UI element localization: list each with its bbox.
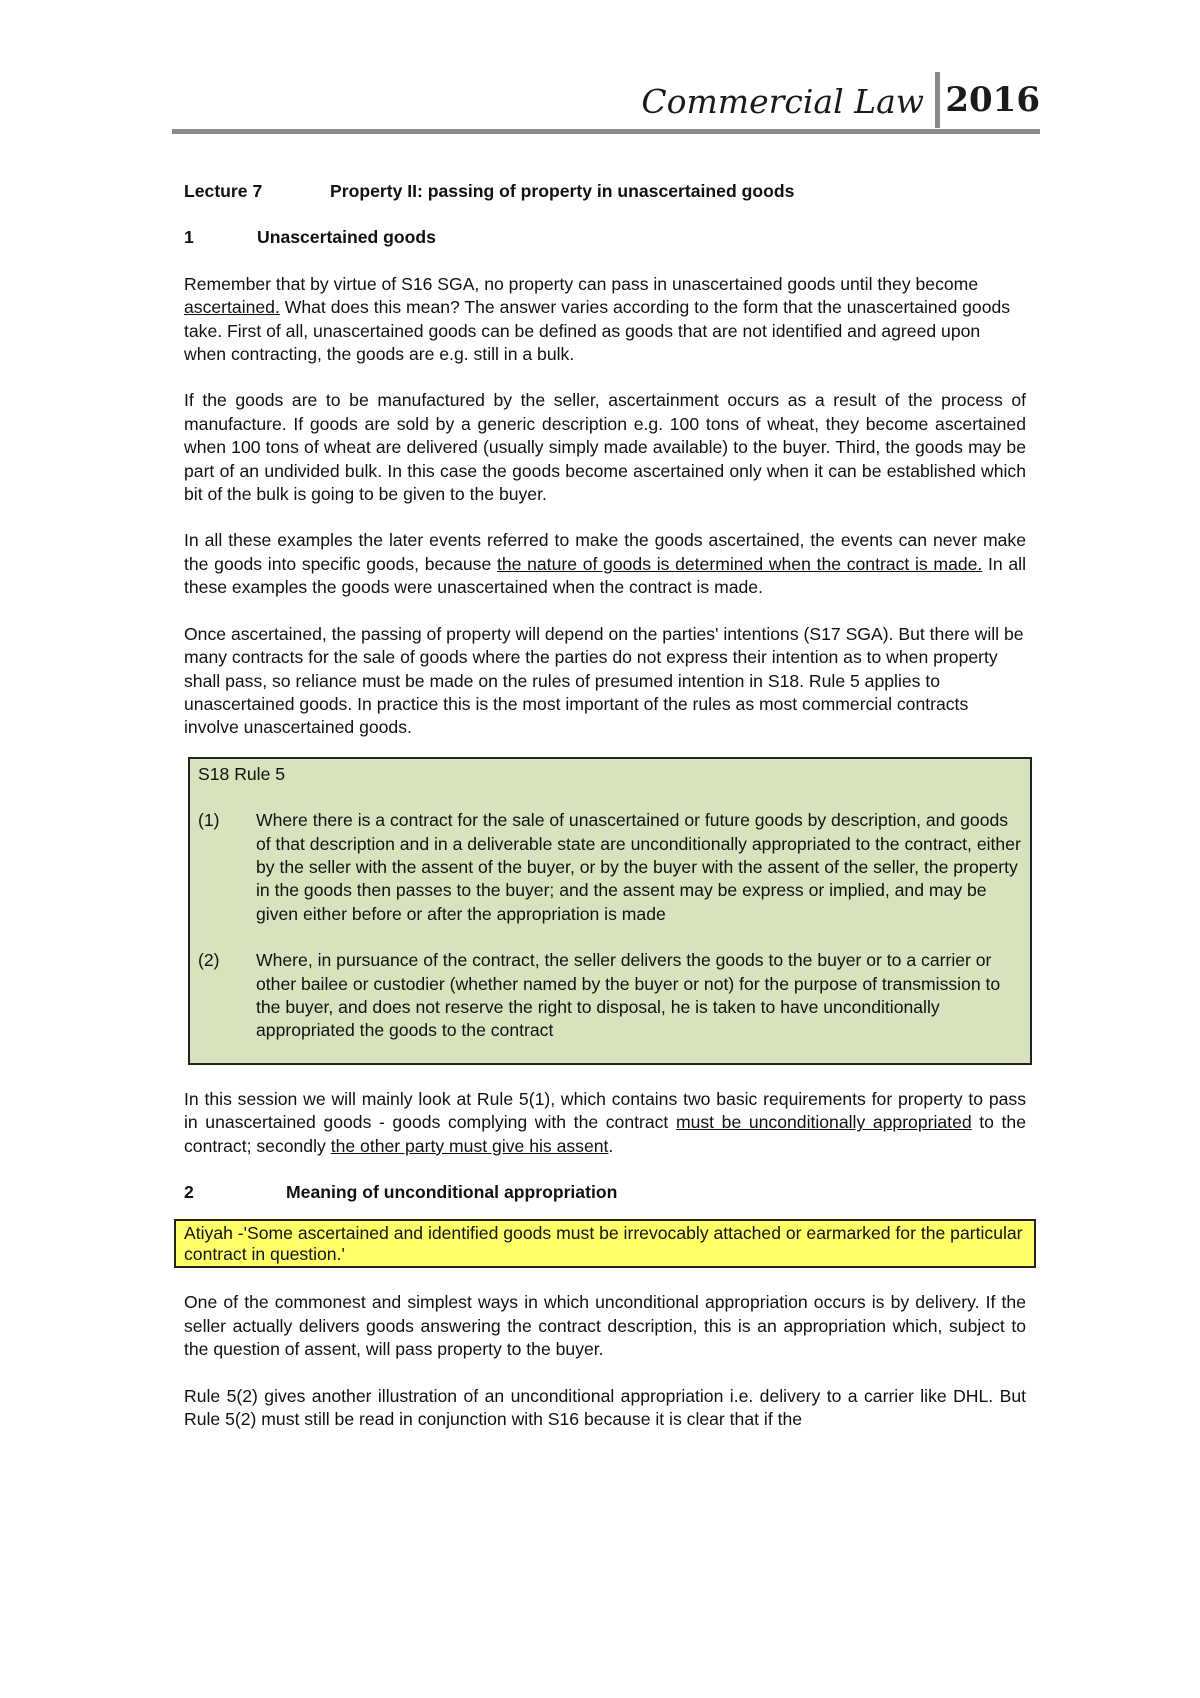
- lecture-title: Property II: passing of property in unascertained goods: [330, 181, 795, 201]
- text-run: to the contract; secondly: [184, 1112, 1026, 1156]
- header-year: 2016: [945, 80, 1040, 120]
- s18-rule-5-box: [188, 757, 1032, 1065]
- rule-item-text: Where, in pursuance of the contract, the seller delivers the goods to the buyer or to a carrier or other bailee or custodier (whether named by the buyer or not) for the purpose of transmission to the buyer, and does not reserve the right to disposal, he is taken to have unconditionally appropriated the goods to the contract: [256, 950, 1001, 1041]
- section-1-paragraph-3: [184, 529, 1026, 599]
- document-body: [184, 180, 1026, 1454]
- underlined-text: the other party must give his assent: [330, 1135, 609, 1156]
- underlined-text: the nature of goods is determined when the contract is made.: [496, 553, 983, 574]
- text-run: What does this mean? The answer varies according to the form that the unascertained goods take. First of all, unascertained goods can be defined as goods that are not identified and agreed upon when contracting, the goods are e.g. still in a bulk.: [184, 297, 1011, 365]
- lecture-number: Lecture 7: [184, 181, 263, 201]
- rule-item-text: Where there is a contract for the sale of unascertained or future goods by description, and goods of that description and in a deliverable state are unconditionally appropriated to the contract, either by the seller with the assent of the buyer, or by the buyer with the assent of the seller, the property in the goods then passes to the buyer; and the assent may be express or implied, and may be given either before or after the appropriation is made: [256, 810, 1021, 924]
- header-separator: [935, 72, 940, 128]
- rule-item-number: (2): [198, 950, 220, 971]
- page-header: [172, 70, 1040, 138]
- section-1-number: 1: [184, 227, 194, 248]
- section-2-paragraph-2: Rule 5(2) gives another illustration of an unconditional appropriation i.e. delivery to a carrier like DHL. But Rule 5(2) must still be read in conjunction with S16 because it is clear that if the: [184, 1385, 1026, 1430]
- section-2-paragraph-1: One of the commonest and simplest ways in which unconditional appropriation occurs is by delivery. If the seller actually delivers goods answering the contract description, this is an appropriation which, subject to the question of assent, will pass property to the buyer.: [184, 1292, 1026, 1360]
- section-1-paragraph-2: If the goods are to be manufactured by the seller, ascertainment occurs as a result of the process of manufacture. If goods are sold by a generic description e.g. 100 tons of wheat, they become ascertained when 100 tons of wheat are delivered (usually simply made available) to the buyer. Third, the goods may be part of an undivided bulk. In this case the goods become ascertained only when it can be established which bit of the bulk is going to be given to the buyer.: [184, 390, 1026, 505]
- section-2-title: Meaning of unconditional appropriation: [286, 1182, 618, 1202]
- underlined-text: must be unconditionally appropriated: [675, 1112, 972, 1133]
- rule-box-title: S18 Rule 5: [198, 763, 286, 784]
- text-run: Remember that by virtue of S16 SGA, no property can pass in unascertained goods until they become: [184, 273, 979, 294]
- section-2-heading: [184, 1181, 1026, 1204]
- section-1-title: Unascertained goods: [257, 227, 436, 248]
- section-1-paragraph-1: [184, 273, 1026, 367]
- lecture-heading: [184, 180, 1026, 203]
- header-title: Commercial Law: [641, 82, 924, 121]
- rule-5-summary-paragraph: [184, 1088, 1026, 1158]
- rule-item: [198, 949, 1024, 1043]
- text-run: In this session we will mainly look at Rule 5(1), which contains two basic requirements for property to pass in unascertained goods - goods complying with the contract: [184, 1088, 1026, 1133]
- text-run: In all these examples the goods were unascertained when the contract is made.: [184, 553, 1026, 598]
- section-1-heading: [184, 226, 1026, 249]
- atiyah-quote-box: Atiyah -'Some ascertained and identified goods must be irrevocably attached or earmarked for the particular contract in question.': [174, 1219, 1036, 1268]
- header-rule: [172, 129, 1040, 134]
- rule-item: [198, 809, 1024, 926]
- text-run: In all these examples the later events referred to make the goods ascertained, the events can never make the goods into specific goods, because: [184, 530, 1026, 574]
- section-2-number: 2: [184, 1182, 194, 1202]
- rule-item-number: (1): [198, 810, 220, 831]
- text-run: .: [608, 1135, 614, 1156]
- underlined-text: ascertained.: [184, 297, 280, 318]
- section-1-paragraph-4: Once ascertained, the passing of property will depend on the parties' intentions (S17 SGA). But there will be many contracts for the sale of goods where the parties do not express their intention as to when property shall pass, so reliance must be made on the rules of presumed intention in S18. Rule 5 applies to unascertained goods. In practice this is the most important of the rules as most commercial contracts involve unascertained goods.: [184, 623, 1024, 738]
